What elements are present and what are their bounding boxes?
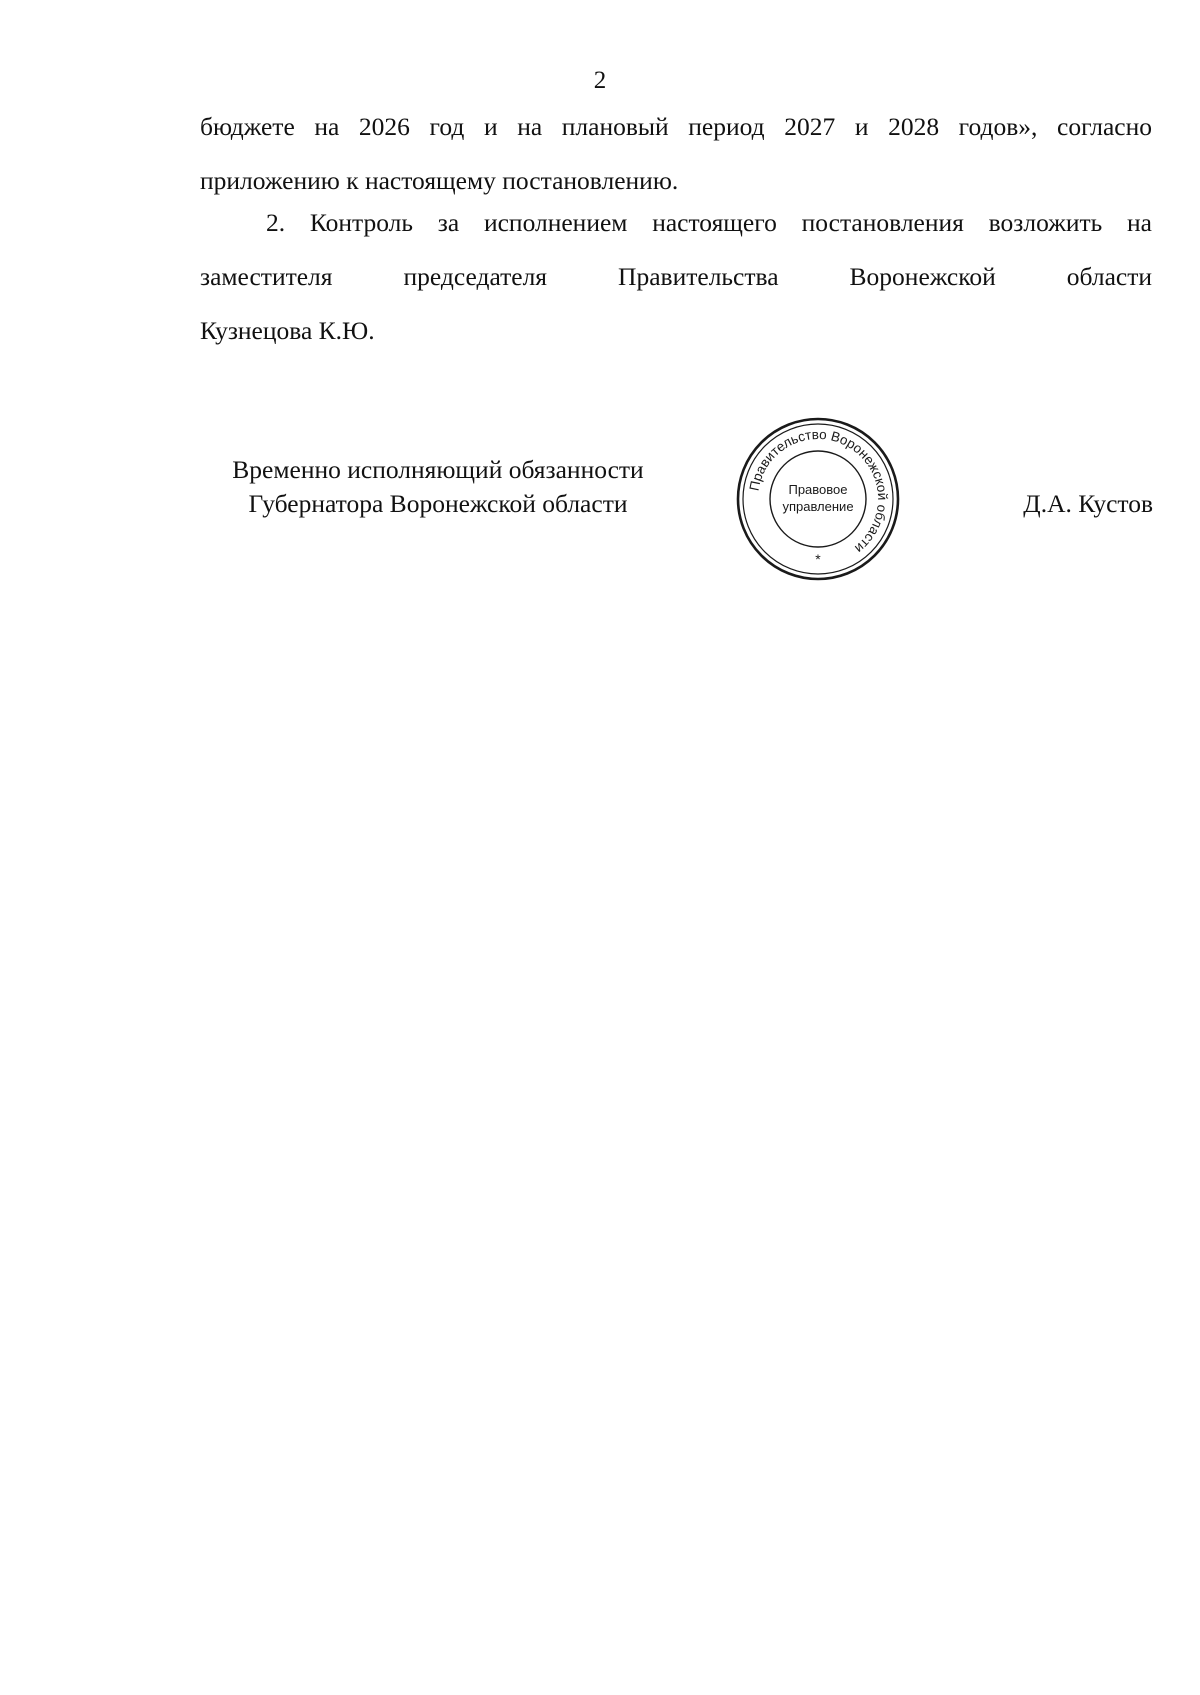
paragraph-1-line-2: приложению к настоящему постановлению. [200,166,679,195]
signer-name: Д.А. Кустов [1023,489,1153,518]
paragraph-2-line-2: заместителя председателя Правительства Воронежской области [200,262,1152,291]
stamp-center-line-1: Правовое [788,482,848,497]
stamp-ring-textpath: Правительство Воронежской области [746,426,891,557]
stamp-seal-graphic [733,414,903,584]
signer-title-line-1: Временно исполняющий обязанности [232,455,644,484]
signer-title-line-2: Губернатора Воронежской области [248,489,628,518]
official-stamp [733,414,903,584]
paragraph-1-line-1: бюджете на 2026 год и на плановый период 2027 и 2028 годов», согласно [200,112,1152,141]
paragraph-2 [200,196,1152,358]
stamp-star: * [815,551,821,567]
page-number: 2 [593,67,607,94]
paragraph-1 [200,100,1152,208]
stamp-center-line-2: управление [782,499,854,514]
signer-title [198,453,678,521]
paragraph-2-line-1: 2. Контроль за исполнением настоящего постановления возложить на [266,208,1152,237]
paragraph-2-line-3: Кузнецова К.Ю. [200,316,375,345]
